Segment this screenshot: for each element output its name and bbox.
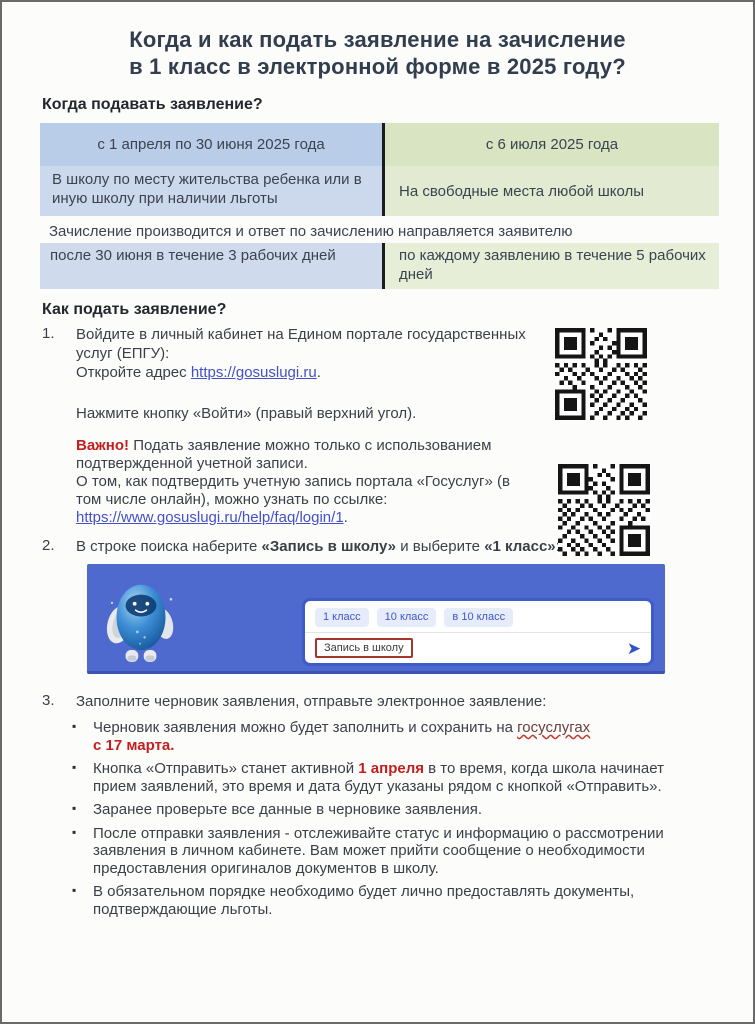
period: . (316, 364, 321, 381)
enrollment-note-intro: Зачисление производится и ответ по зачислению направляется заявителю (49, 223, 573, 240)
step-1-number: 1. (42, 325, 55, 342)
important-note (76, 437, 528, 527)
important-text-1: Подать заявление можно только с использованием подтвержденной учетной записи. (76, 437, 492, 472)
bullet-2-date: 1 апреля (358, 760, 424, 777)
chip-10-klass: 10 класс (377, 608, 437, 627)
deadlines-table (40, 123, 715, 216)
cell-period-main: с 1 апреля по 30 июня 2025 года (40, 123, 382, 166)
login-note: Нажмите кнопку «Войти» (правый верхний угол). (76, 405, 417, 422)
step-3-title: Заполните черновик заявления, отправьте электронное заявление: (76, 693, 547, 710)
gosuslugi-search-screenshot (87, 564, 665, 674)
important-text-2: О том, как подтвердить учетную запись портала «Госуслуг» (в том числе онлайн), можно узнать по ссылке: (76, 473, 510, 508)
step-2-number: 2. (42, 537, 55, 554)
grade-phrase-bold: «1 класс» (484, 538, 556, 555)
list-item (72, 825, 684, 878)
bullet-1-gosuslugi-word: госуслугах (517, 719, 591, 736)
step-1-line-2 (76, 363, 544, 382)
search-phrase-bold: «Запись в школу» (261, 538, 397, 555)
search-card (302, 598, 654, 666)
open-address-label: Откройте адрес (76, 364, 191, 381)
step-2-middle: и выберите (396, 538, 485, 555)
qr-code-account-help (555, 464, 650, 556)
instructions-list (72, 719, 684, 918)
colon: : (555, 538, 560, 555)
send-arrow-icon: ➤ (626, 638, 641, 658)
period: . (343, 509, 348, 526)
title-line-2: в 1 класс в электронной форме в 2025 году? (129, 54, 626, 79)
cell-note-free: по каждому заявлению в течение 5 рабочих дней (385, 243, 719, 289)
gosuslugi-link[interactable]: https://gosuslugi.ru (190, 364, 317, 381)
search-input-row (305, 633, 651, 658)
bullet-2-pre: Кнопка «Отправить» станет активной (93, 760, 359, 777)
list-item (72, 719, 684, 754)
step-2-prefix: В строке поиска наберите (76, 538, 262, 555)
step-1-line-1: Войдите в личный кабинет на Едином портале государственных услуг (ЕПГУ): (76, 326, 526, 362)
chip-v-10-klass: в 10 класс (444, 608, 513, 627)
how-heading: Как подать заявление? (42, 301, 227, 318)
robot-assistant-illustration (95, 572, 187, 670)
cell-period-free: с 6 июля 2025 года (385, 123, 719, 166)
step-3-number: 3. (42, 692, 55, 709)
important-link-line (76, 509, 528, 527)
suggestion-chips (305, 601, 651, 632)
bullet-3-text: Заранее проверьте все данные в черновике заявления. (93, 801, 482, 818)
qr-code-gosuslugi (555, 328, 647, 420)
step-1-text (76, 325, 544, 527)
cell-where-main: В школу по месту жительства ребенка или в иную школу при наличии льготы (40, 166, 382, 216)
search-query-highlighted: Запись в школу (315, 638, 413, 658)
list-item (72, 801, 684, 819)
bullet-1-date: с 17 марта. (93, 736, 175, 754)
important-label: Важно! (76, 437, 130, 454)
cell-note-main: после 30 июня в течение 3 рабочих дней (40, 243, 382, 289)
when-heading: Когда подавать заявление? (42, 96, 263, 113)
bullet-2-post: в то время, когда школа начинает прием заявлений, это время и дата будут указаны рядом с кнопкой «Отправить». (93, 760, 664, 795)
cell-where-free: На свободные места любой школы (385, 166, 719, 216)
bullet-5-text: В обязательном порядке необходимо будет лично предоставлять документы, подтверждающие льготы. (93, 883, 635, 918)
faq-login-link[interactable]: https://www.gosuslugi.ru/help/faq/login/1 (76, 509, 344, 526)
step-3 (42, 692, 719, 711)
list-item (72, 760, 684, 795)
bullet-1-text: Черновик заявления можно будет заполнить и сохранить на (93, 719, 518, 736)
enrollment-note-table (40, 243, 715, 289)
bullet-4-text: После отправки заявления - отслеживайте статус и информацию о рассмотрении заявления в личном кабинете. Вам может прийти сообщение о необходимости предоставления оригиналов документов в школу. (93, 824, 664, 877)
title-line-1: Когда и как подать заявление на зачисление (129, 27, 626, 52)
page-title (2, 26, 753, 80)
chip-1-klass: 1 класс (315, 608, 369, 627)
list-item (72, 883, 684, 918)
